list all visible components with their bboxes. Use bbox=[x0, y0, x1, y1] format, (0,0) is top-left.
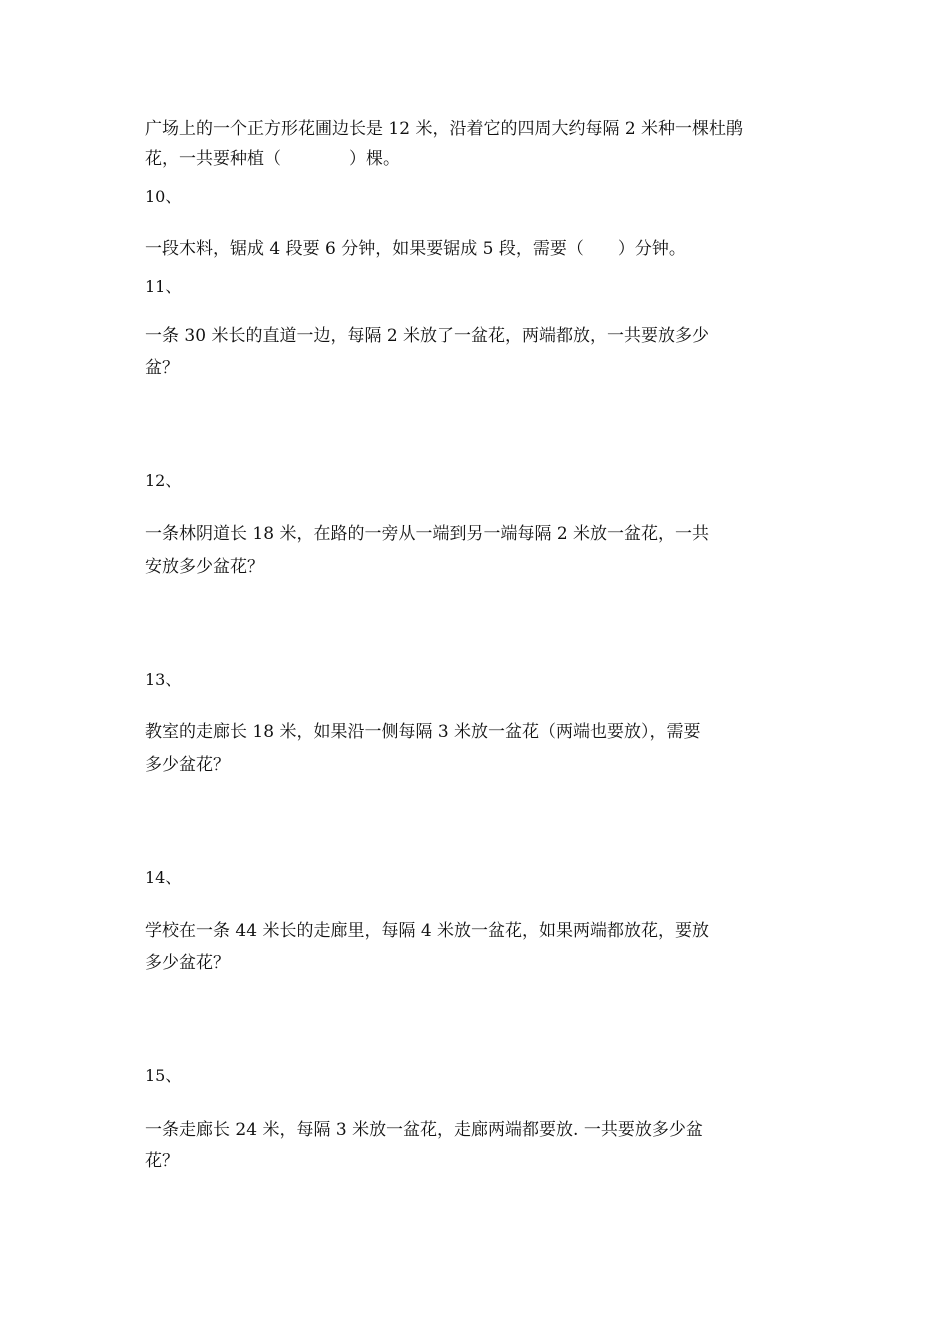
question-14-text-line-2: 多少盆花？ bbox=[145, 953, 230, 973]
question-11-number: 11、 bbox=[145, 277, 182, 296]
question-14-number: 14、 bbox=[145, 868, 182, 887]
question-12-text-line-1: 一条林阴道长 18 米，在路的一旁从一端到另一端每隔 2 米放一盆花，一共 bbox=[145, 524, 710, 544]
question-13-text-line-1: 教室的走廊长 18 米，如果沿一侧每隔 3 米放一盆花（两端也要放），需要 bbox=[145, 722, 701, 742]
intro-line-1: 广场上的一个正方形花圃边长是 12 米，沿着它的四周大约每隔 2 米种一棵杜鹃 bbox=[145, 119, 744, 139]
question-11-text-line-2: 盆？ bbox=[145, 358, 179, 378]
intro-line-2: 花，一共要种植（ ）棵。 bbox=[145, 149, 400, 169]
question-15-text-line-2: 花？ bbox=[145, 1151, 179, 1171]
question-10-number: 10、 bbox=[145, 187, 182, 206]
question-10-text-line-1: 一段木料，锯成 4 段要 6 分钟，如果要锯成 5 段，需要（ ）分钟。 bbox=[145, 239, 686, 259]
question-15-number: 15、 bbox=[145, 1066, 182, 1085]
question-14-text-line-1: 学校在一条 44 米长的走廊里，每隔 4 米放一盆花，如果两端都放花，要放 bbox=[145, 921, 710, 941]
question-13-text-line-2: 多少盆花？ bbox=[145, 755, 230, 775]
question-12-text-line-2: 安放多少盆花？ bbox=[145, 557, 264, 577]
question-12-number: 12、 bbox=[145, 471, 182, 490]
question-11-text-line-1: 一条 30 米长的直道一边，每隔 2 米放了一盆花，两端都放，一共要放多少 bbox=[145, 326, 710, 346]
question-13-number: 13、 bbox=[145, 670, 182, 689]
question-15-text-line-1: 一条走廊长 24 米，每隔 3 米放一盆花，走廊两端都要放. 一共要放多少盆 bbox=[145, 1120, 703, 1140]
